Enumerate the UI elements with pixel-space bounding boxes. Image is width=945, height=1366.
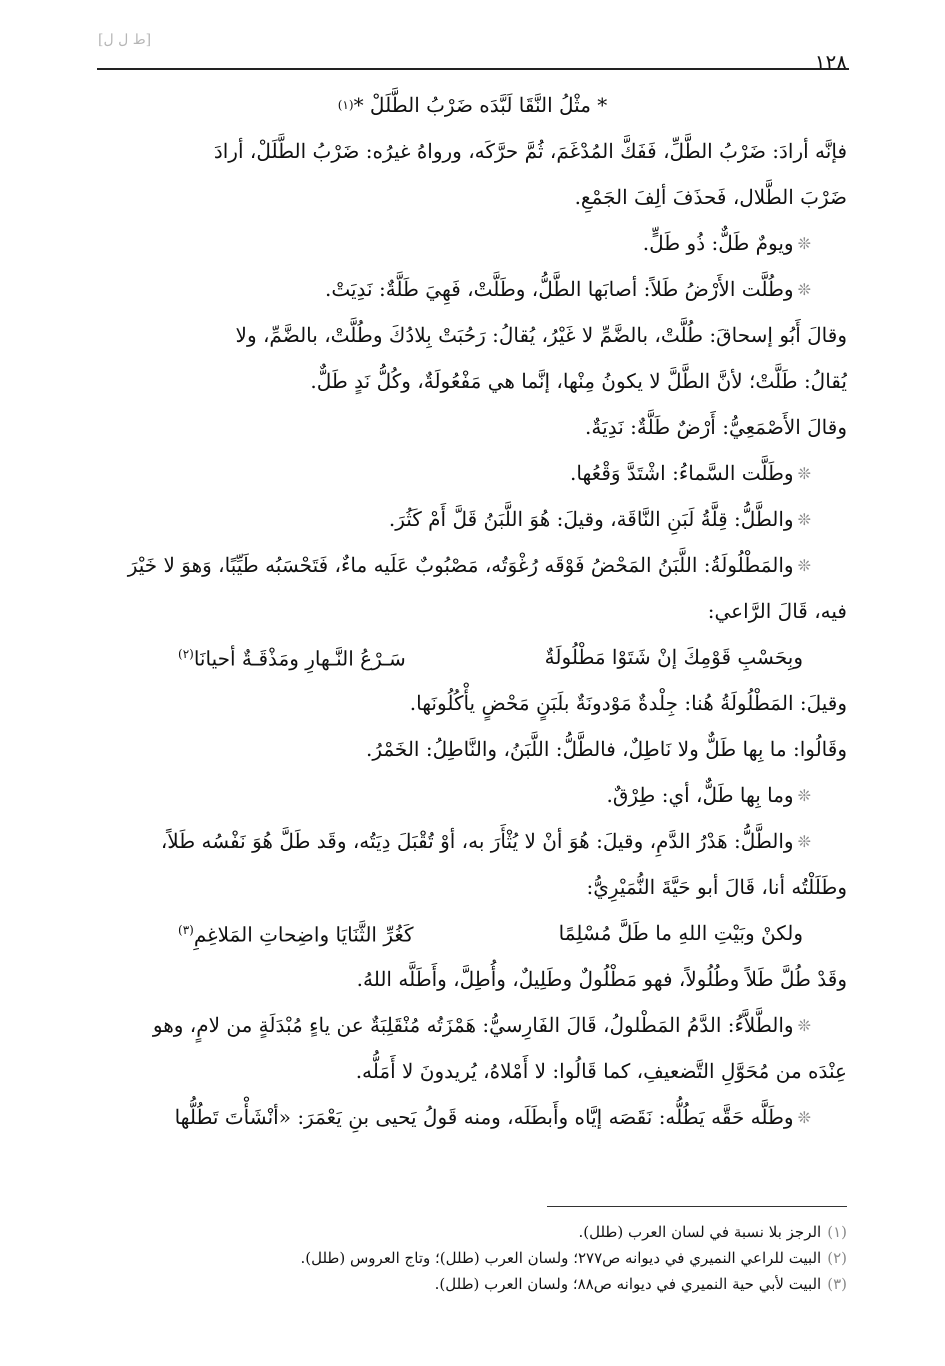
line-text: وقالَ الأَصْمَعِيُّ: أَرْضٌ طَلَّةٌ: نَدِيَةٌ. — [585, 414, 847, 439]
line-text: * مثْلُ النَّقَا لَبَّدَه ضَرْبُ الطَّلَلْ * — [353, 92, 608, 117]
line-text: وطَلَلْتُه أنا، قَالَ أبو حَيَّةَ النُّمَيْرِيُّ: — [586, 874, 847, 899]
line-text: وقَدْ طُلَّ طَلاً وطُلُولاً، فهو مَطْلُولٌ وطَلِيلٌ، وأُطِلَّ، وأَطَلَّه اللهُ. — [356, 966, 847, 991]
text-line — [98, 128, 847, 174]
page-number: ١٢٨ — [814, 50, 847, 74]
text-line — [98, 818, 847, 864]
text-line — [98, 404, 847, 450]
line-text: والطَّلاَّءُ: الدَّمُ المَطْلولُ، قَالَ الفَارِسيُّ: هَمْزَتُه مُنْقَلِبَةٌ عن ياءٍ مُبْدَلَةٍ من لامٍ، وهو — [152, 1012, 794, 1037]
line-text: يُقالُ: طَلَّتْ؛ لأنَّ الطَّلَّ لا يكونُ مِنْها، إنَّما هي مَفْعُولَةٌ، وكُلُّ نَدٍ طَلٌّ. — [310, 368, 847, 393]
text-line — [98, 956, 847, 1002]
footnote — [98, 1245, 847, 1271]
entry-marker-icon: ❊ — [797, 785, 811, 805]
entry-marker-icon: ❊ — [797, 279, 811, 299]
text-line — [98, 1048, 847, 1094]
entry-marker-icon: ❊ — [797, 463, 811, 483]
text-block — [98, 82, 847, 634]
footnote-number: (١) — [827, 1223, 847, 1241]
text-line — [98, 726, 847, 772]
line-text: ضَرْبَ الطَّلال، فَحذَفَ ألِفَ الجَمْعِ. — [574, 184, 847, 209]
line-text: وقالَ أَبُو إسحاقَ: طُلَّتْ، بالضَّمِّ لا غَيْرُ، يُقالُ: رَحُبَتْ بِلادُكَ وطُلَّتْ، بالضَّمِّ، ولا — [235, 322, 847, 347]
line-text: فيه، قَالَ الرَّاعي: — [707, 598, 847, 623]
text-block — [98, 680, 847, 910]
footnote-rule — [547, 1206, 847, 1207]
text-line — [98, 312, 847, 358]
line-text: وقيلَ: المَطْلُولَةُ هُنا: جِلْدةٌ مَوْدونَةٌ بلَبَنٍ مَحْضٍ يأْكُلُونَها. — [409, 690, 847, 715]
line-text: ويومٌ طَلٌّ: ذُو طَلٍّ. — [642, 230, 794, 255]
text-line — [98, 1002, 847, 1048]
verse-second-hemistich: كَغُرِّ الثَّنَايَا واضِحاتِ المَلاغِمِ$^{(٣)}$ — [178, 922, 414, 947]
verse-first-hemistich: وبِحَسْبِ قَوْمِكَ إنْ شَتَوْا مَطْلُولَةٌ — [544, 644, 803, 669]
footnote-text: الرجز بلا نسبة في لسان العرب (طلل). — [578, 1223, 822, 1241]
footnote-ref: (٣) — [178, 923, 194, 938]
text-block — [98, 956, 847, 1140]
footnote-ref: (١) — [337, 97, 354, 112]
text-line — [98, 358, 847, 404]
footnote-ref: (٢) — [178, 647, 194, 662]
text-line — [98, 266, 847, 312]
header-rule — [97, 68, 849, 70]
line-text: وطَلَّت السَّماءُ: اشْتَدَّ وَقْعُها. — [570, 460, 794, 485]
text-line — [98, 82, 847, 128]
footnotes — [98, 1206, 847, 1297]
verse-second-hemistich: سَـرْعُ النَّـهارِ ومَذْقَـةٌ أحيانَا$^{(٢)}$ — [178, 646, 406, 671]
line-text: والطَّلُّ: هَدْرُ الدَّمِ، وقيلَ: هُوَ أنْ لا يُثْأَرَ به، أوْ تُقْبَلَ دِيَتُه، وقَد طَلَّ هُوَ نَفْسُه طَلاً، — [160, 828, 794, 853]
footnote-list — [98, 1219, 847, 1297]
verse-first-hemistich: ولكنْ وبَيْتِ اللهِ ما طَلَّ مُسْلِمًا — [558, 920, 803, 945]
text-line — [98, 496, 847, 542]
line-text: فإنَّه أرادَ: ضَرْبُ الطَّلِّ، فَفَكَّ المُدْغَمَ، ثُمَّ حرَّكَه، ورواهُ غيرُه: ضَرْبُ الطَّلَلْ، أرادَ — [213, 138, 847, 163]
body-text — [98, 82, 847, 1140]
line-text: وطَلَّه حَقَّه يَطُلُّه: نَقَصَه إيَّاه وأَبطَلَه، ومنه قَولُ يَحيى بنِ يَعْمَرَ: «أنْشَأْتَ تَطُلُّها — [174, 1104, 794, 1129]
header-stamp: [ط ل ل] — [98, 32, 152, 48]
text-line — [98, 450, 847, 496]
line-text: وقَالُوا: ما بِها طَلٌّ ولا نَاطِلٌ، فالطَّلُّ: اللَّبَنُ، والنَّاطِلُ: الخَمْرُ. — [365, 736, 847, 761]
entry-marker-icon: ❊ — [797, 233, 811, 253]
poem-verse — [98, 634, 847, 680]
text-line — [98, 680, 847, 726]
line-text: والمَطْلُولَةُ: اللَّبَنُ المَحْضُ فَوْقَه رُغْوَتُه، مَصْبُوبٌ عَلَيه ماءٌ، فَتَحْسَبُه طَيِّبًا، وَهوَ لا خَيْرَ — [127, 552, 794, 577]
text-line — [98, 588, 847, 634]
entry-marker-icon: ❊ — [797, 509, 811, 529]
text-line — [98, 220, 847, 266]
footnote-text: البيت لأبي حية النميري في ديوانه ص٨٨؛ ولسان العرب (طلل). — [434, 1275, 822, 1293]
footnote — [98, 1219, 847, 1245]
line-text: وما بِها طَلٌّ، أي: طِرْقٌ. — [606, 782, 794, 807]
entry-marker-icon: ❊ — [797, 1015, 811, 1035]
footnote — [98, 1271, 847, 1297]
footnote-number: (٢) — [827, 1249, 847, 1267]
line-text: والطَّلُّ: قِلَّةُ لَبَنِ النَّاقَة، وقيلَ: هُوَ اللَّبَنُ قَلَّ أَمْ كَثُرَ. — [388, 506, 794, 531]
footnote-text: البيت للراعي النميري في ديوانه ص٢٧٧؛ ولسان العرب (طلل)؛ وتاج العروس (طلل). — [300, 1249, 822, 1267]
text-line — [98, 1094, 847, 1140]
text-line — [98, 542, 847, 588]
poem-verse — [98, 910, 847, 956]
footnote-number: (٣) — [827, 1275, 847, 1293]
entry-marker-icon: ❊ — [797, 1107, 811, 1127]
text-line — [98, 174, 847, 220]
text-line — [98, 864, 847, 910]
line-text: عِنْدَه من مُحَوَّلِ التَّضعيفِ، كما قَالُوا: لا أَمْلاهُ، يُريدونَ لا أَمَلُّه. — [355, 1058, 847, 1083]
text-line — [98, 772, 847, 818]
line-text: وطُلَّت الأَرْضُ طَلاً: أصابَها الطَّلُّ، وطَلَّتْ، فَهِيَ طَلَّةٌ: نَدِيَتْ. — [324, 276, 794, 301]
entry-marker-icon: ❊ — [797, 831, 811, 851]
entry-marker-icon: ❊ — [797, 555, 811, 575]
